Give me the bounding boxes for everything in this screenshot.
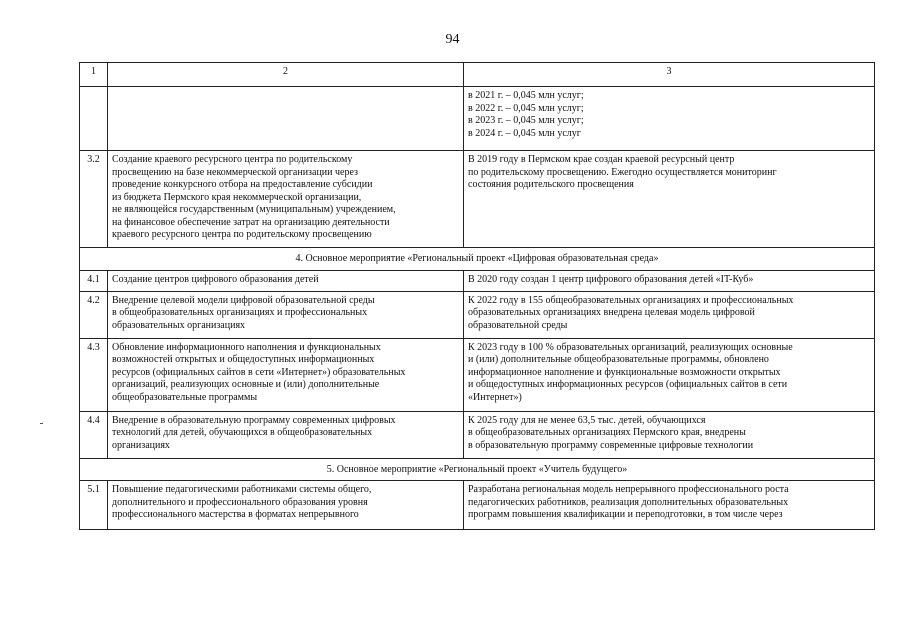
row-result: К 2023 году в 100 % образовательных организаций, реализующих основные и (или) дополнительные общеобразовательные программы, обновлено информационное наполнение и функциональные возможности открытых и общедоступных информационных ресурсов (официальных сайтов в сети «Интернет») xyxy=(464,338,875,411)
row-result: Разработана региональная модель непрерывного профессионального роста педагогических работников, реализация дополнительных образовательных программ повышения квалификации и переподготовки, в том числе через xyxy=(464,481,875,530)
table-row xyxy=(80,270,875,291)
measures-table xyxy=(79,62,875,530)
row-result: К 2025 году для не менее 63,5 тыс. детей, обучающихся в общеобразовательных организациях Пермского края, внедрены в образовательную программу современные цифровые технологии xyxy=(464,411,875,458)
row-number: 3.2 xyxy=(80,151,108,248)
scan-mark xyxy=(40,423,43,424)
header-col-1: 1 xyxy=(80,63,108,87)
table-row xyxy=(80,338,875,411)
row-action: Создание краевого ресурсного центра по родительскому просвещению на базе некоммерческой организации через проведение конкурсного отбора на предоставление субсидии из бюджета Пермского края некоммерческой организации, не являющейся государственным (муниципальным) учреждением, на финансовое обеспечение затрат на организацию деятельности краевого ресурсного центра по родительскому просвещению xyxy=(108,151,464,248)
header-col-3: 3 xyxy=(464,63,875,87)
row-action xyxy=(108,87,464,151)
row-number: 4.1 xyxy=(80,270,108,291)
table-row xyxy=(80,87,875,151)
row-number: 4.4 xyxy=(80,411,108,458)
table-row xyxy=(80,411,875,458)
row-action: Внедрение целевой модели цифровой образовательной среды в общеобразовательных организациях и профессиональных образовательных организациях xyxy=(108,291,464,338)
row-number: 5.1 xyxy=(80,481,108,530)
row-result: в 2021 г. – 0,045 млн услуг; в 2022 г. – 0,045 млн услуг; в 2023 г. – 0,045 млн услуг; в 2024 г. – 0,045 млн услуг xyxy=(464,87,875,151)
header-col-2: 2 xyxy=(108,63,464,87)
row-action: Повышение педагогическими работниками системы общего, дополнительного и профессионального образования уровня профессионального мастерства в форматах непрерывного xyxy=(108,481,464,530)
section-heading-row xyxy=(80,248,875,271)
table-row xyxy=(80,291,875,338)
row-action: Внедрение в образовательную программу современных цифровых технологий для детей, обучающихся в общеобразовательных организациях xyxy=(108,411,464,458)
table-row xyxy=(80,481,875,530)
row-number: 4.3 xyxy=(80,338,108,411)
page-number: 94 xyxy=(445,32,460,47)
table-header-row xyxy=(80,63,875,87)
row-action: Создание центров цифрового образования детей xyxy=(108,270,464,291)
table-row xyxy=(80,151,875,248)
row-result: В 2020 году создан 1 центр цифрового образования детей «IT-Куб» xyxy=(464,270,875,291)
row-result: В 2019 году в Пермском крае создан краевой ресурсный центр по родительскому просвещению. Ежегодно осуществляется мониторинг состояния родительского просвещения xyxy=(464,151,875,248)
section-heading-row xyxy=(80,458,875,481)
section-heading: 5. Основное мероприятие «Региональный проект «Учитель будущего» xyxy=(80,458,875,481)
row-number: 4.2 xyxy=(80,291,108,338)
row-action: Обновление информационного наполнения и функциональных возможностей открытых и общедоступных информационных ресурсов (официальных сайтов в сети «Интернет») образовательных организаций, реализующих основные и (или) дополнительные общеобразовательные программы xyxy=(108,338,464,411)
row-result: К 2022 году в 155 общеобразовательных организациях и профессиональных образовательных организациях внедрена целевая модель цифровой образовательной среды xyxy=(464,291,875,338)
section-heading: 4. Основное мероприятие «Региональный проект «Цифровая образовательная среда» xyxy=(80,248,875,271)
row-number xyxy=(80,87,108,151)
